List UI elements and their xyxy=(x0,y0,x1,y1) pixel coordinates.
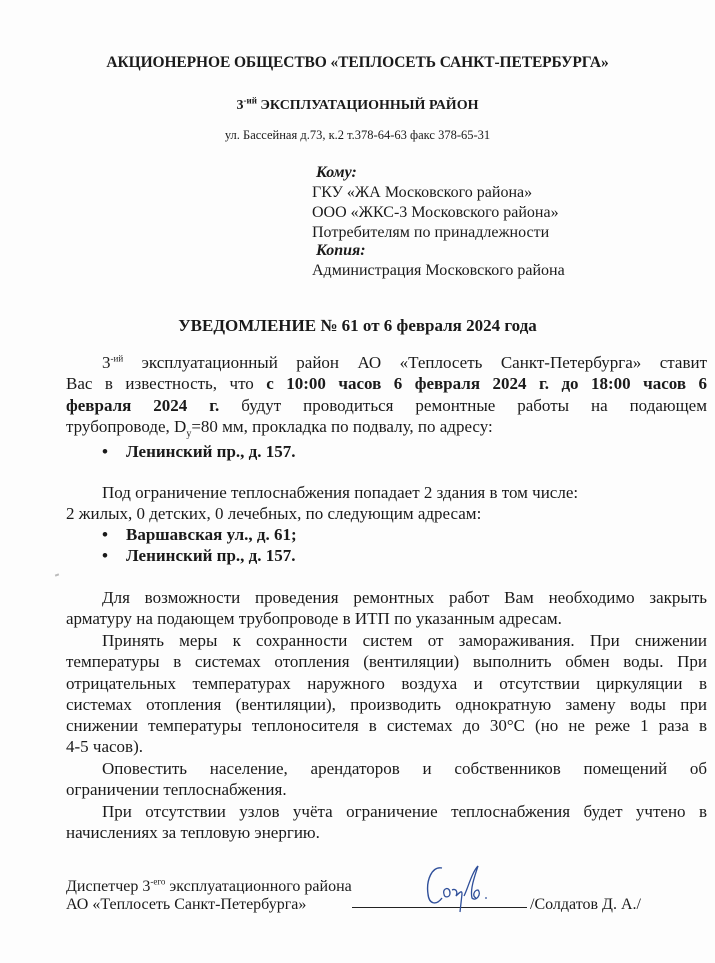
address-list-1-item-1: • Ленинский пр., д. 157. xyxy=(102,442,296,461)
to-label: Кому: xyxy=(316,164,357,181)
paragraph-1-line-3: февраля 2024 г. будут проводиться ремонтные работы на подающем xyxy=(66,396,707,415)
bullet-icon: • xyxy=(102,442,108,461)
copy-label: Копия: xyxy=(316,242,366,259)
signatory-title-line-2: АО «Теплосеть Санкт-Петербурга» xyxy=(66,896,307,913)
bullet-icon: • xyxy=(102,546,108,565)
copy-recipient-1: Администрация Московского района xyxy=(312,262,565,279)
handwritten-signature-icon xyxy=(420,860,510,920)
scan-speck xyxy=(55,573,59,576)
bullet-icon: • xyxy=(102,525,108,544)
paragraph-2-line-1: Под ограничение теплоснабжения попадает 2 здания в том числе: xyxy=(102,483,579,502)
district-name: $3^{-ий}$ ЭКСПЛУАТАЦИОННЫЙ РАЙОН xyxy=(236,95,479,113)
paragraph-4-line-2: температуры в системах отопления (вентиляции) выполнить обмен воды. При xyxy=(66,652,707,671)
address-list-2-item-2: • Ленинский пр., д. 157. xyxy=(102,546,296,565)
paragraph-5-line-1: Оповестить население, арендаторов и собственников помещений об xyxy=(102,759,707,778)
paragraph-4-line-6: 4-5 часов). xyxy=(66,737,143,756)
organization-name: АКЦИОНЕРНОЕ ОБЩЕСТВО «ТЕПЛОСЕТЬ САНКТ-ПЕТЕРБУРГА» xyxy=(106,54,609,71)
signatory-title-line-1: Диспетчер $3^{-его}$ эксплуатационного района xyxy=(66,876,352,895)
signatory-name: /Солдатов Д. А./ xyxy=(530,896,641,913)
recipient-3: Потребителям по принадлежности xyxy=(312,224,550,241)
paragraph-1-line-1: $3^{-ий}$ эксплуатационный район АО «Теплосеть Санкт-Петербурга» ставит xyxy=(102,353,707,372)
recipient-2: ООО «ЖКС-3 Московского района» xyxy=(312,204,559,221)
paragraph-4-line-5: снижении температуры теплоносителя в системах до 30°С (но не реже 1 раза в xyxy=(66,716,707,735)
paragraph-4-line-3: отрицательных температурах наружного воздуха и отсутствии циркуляции в xyxy=(66,674,707,693)
paragraph-5-line-2: ограничении теплоснабжения. xyxy=(66,780,287,799)
paragraph-4-line-4: системах отопления (вентиляции), производить однократную замену воды при xyxy=(66,695,707,714)
paragraph-4-line-1: Принять меры к сохранности систем от замораживания. При снижении xyxy=(102,631,707,650)
recipient-1: ГКУ «ЖА Московского района» xyxy=(312,184,533,201)
paragraph-3-line-1: Для возможности проведения ремонтных работ Вам необходимо закрыть xyxy=(102,588,707,607)
paragraph-2-line-2: 2 жилых, 0 детских, 0 лечебных, по следующим адресам: xyxy=(66,504,482,523)
paragraph-6-line-1: При отсутствии узлов учёта ограничение теплоснабжения будет учтено в xyxy=(102,802,707,821)
notice-title: УВЕДОМЛЕНИЕ № 61 от 6 февраля 2024 года xyxy=(178,316,537,335)
district-address: ул. Бассейная д.73, к.2 т.378-64-63 факс 378-65-31 xyxy=(224,128,491,142)
paragraph-1-line-4: трубопроводе, $D_у=80$ мм, прокладка по подвалу, по адресу: xyxy=(66,417,493,440)
paragraph-3-line-2: арматуру на подающем трубопроводе в ИТП по указанным адресам. xyxy=(66,609,562,628)
address-list-2-item-1: • Варшавская ул., д. 61; xyxy=(102,525,297,544)
paragraph-6-line-2: начислениях за тепловую энергию. xyxy=(66,823,320,842)
paragraph-1-line-2: Вас в известность, что с 10:00 часов 6 февраля 2024 г. до 18:00 часов 6 xyxy=(66,374,707,393)
